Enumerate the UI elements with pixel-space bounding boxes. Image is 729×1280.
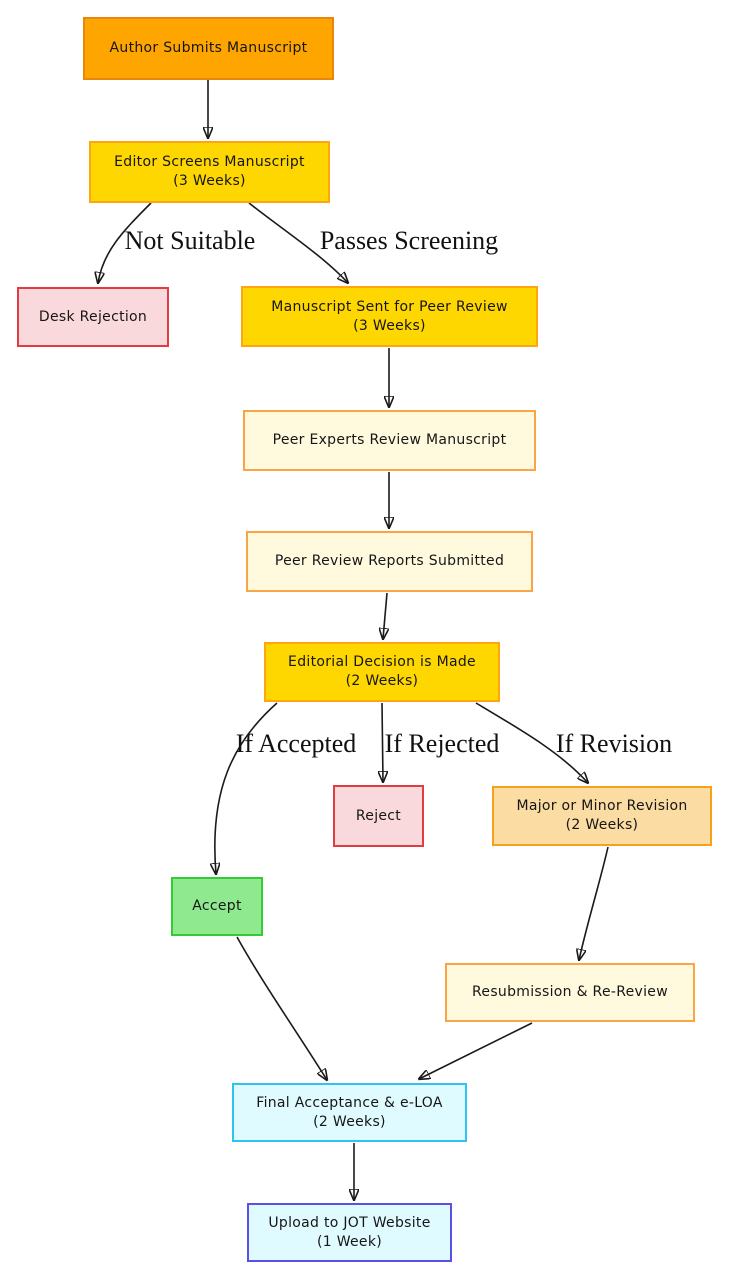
- edge-label-if-revision: If Revision: [555, 729, 673, 758]
- node-sublabel: (2 Weeks): [313, 1113, 386, 1130]
- node-editorial-decision: [264, 642, 500, 702]
- node-upload-jot: [247, 1203, 452, 1262]
- node-sublabel: (2 Weeks): [345, 673, 419, 689]
- node-label: Reject: [355, 807, 402, 824]
- node-peer-experts: [243, 410, 536, 471]
- node-label: Author Submits Manuscript: [109, 40, 308, 57]
- node-reject: [333, 785, 424, 847]
- node-label: Upload to JOT Website: [268, 1214, 431, 1231]
- node-major-minor-revision: [492, 786, 712, 846]
- node-label: Peer Experts Review Manuscript: [272, 432, 507, 449]
- node-resubmission: [445, 963, 695, 1022]
- node-label: Manuscript Sent for Peer Review: [271, 298, 508, 315]
- node-sublabel: (3 Weeks): [173, 173, 246, 189]
- edge-accept-to-final: [237, 937, 327, 1080]
- node-label: Editor Screens Manuscript: [114, 154, 305, 171]
- node-sublabel: (1 Week): [316, 1233, 383, 1250]
- node-peer-reports: [246, 531, 533, 592]
- node-label: Major or Minor Revision: [516, 798, 688, 815]
- node-sublabel: (2 Weeks): [565, 817, 639, 833]
- node-accept: [171, 877, 263, 936]
- node-label: Peer Review Reports Submitted: [274, 553, 505, 570]
- node-manuscript-sent: [241, 286, 538, 347]
- edge-decision-to-reject: [382, 703, 383, 782]
- edge-revision-to-resub: [579, 847, 608, 960]
- edge-resub-to-final: [419, 1023, 532, 1079]
- node-label: Final Acceptance & e-LOA: [256, 1094, 443, 1111]
- edge-label-not-suitable: Not Suitable: [124, 226, 256, 255]
- node-label: Accept: [192, 898, 242, 915]
- edge-label-if-rejected: If Rejected: [384, 729, 500, 758]
- node-sublabel: (3 Weeks): [353, 317, 426, 334]
- node-final-acceptance: [232, 1083, 467, 1142]
- node-author-submits: [83, 17, 334, 80]
- node-label: Desk Rejection: [38, 308, 148, 325]
- node-label: Editorial Decision is Made: [288, 654, 476, 671]
- edge-label-if-accepted: If Accepted: [235, 729, 357, 758]
- node-label: Resubmission & Re-Review: [472, 984, 668, 1001]
- edge-reports-to-decision: [383, 593, 387, 639]
- node-desk-rejection: [17, 287, 169, 347]
- node-editor-screens: [89, 141, 330, 203]
- edge-label-passes-screening: Passes Screening: [319, 226, 499, 255]
